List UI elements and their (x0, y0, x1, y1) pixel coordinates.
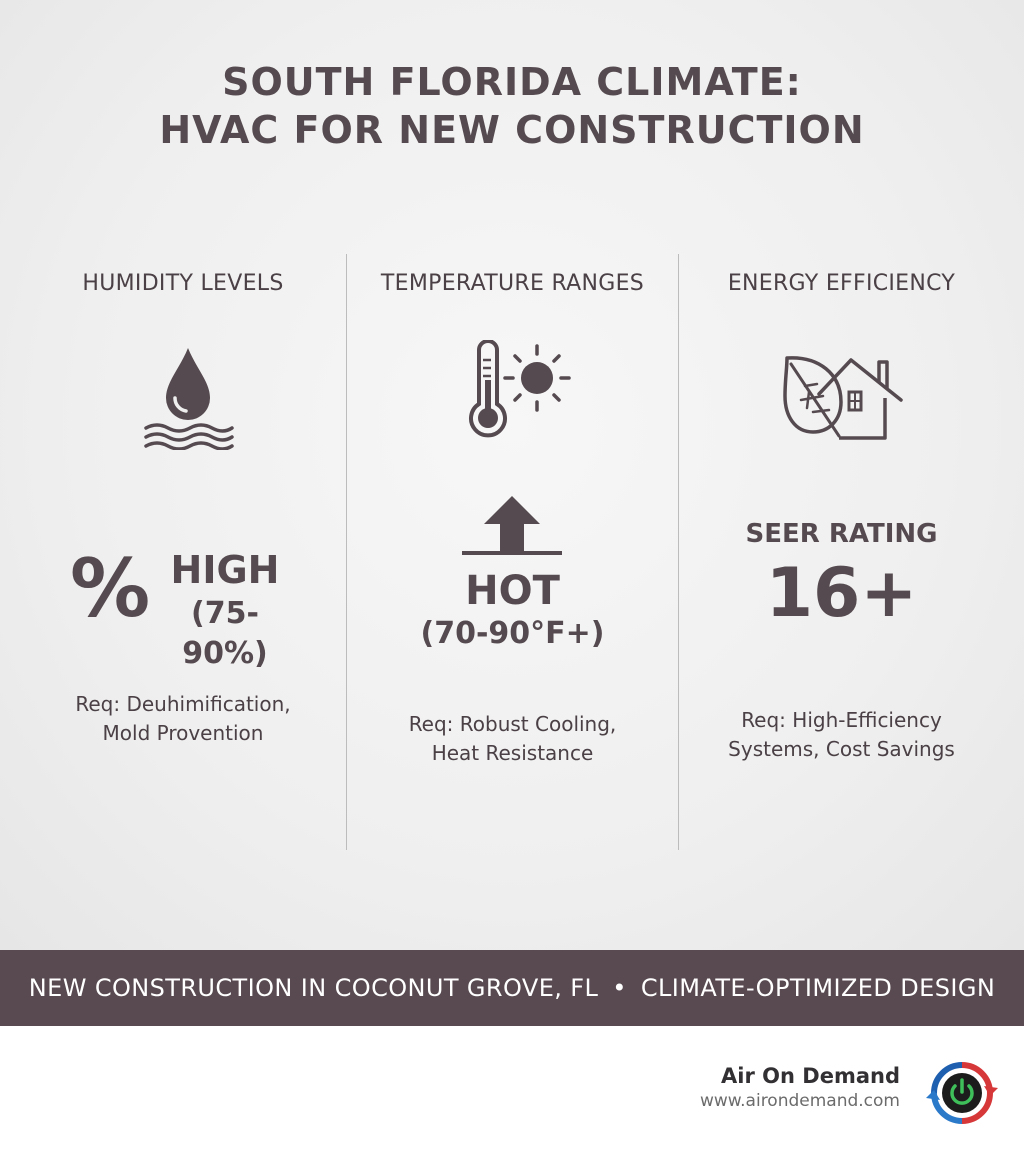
temperature-heading: TEMPERATURE RANGES (380, 271, 645, 296)
arrow-up-icon (460, 494, 564, 558)
seer-value: 16+ (765, 554, 918, 633)
humidity-level: HIGH (170, 548, 280, 592)
energy-req-line-1: Req: High-Efficiency (741, 708, 942, 732)
energy-requirement (679, 706, 1004, 764)
brand-url[interactable]: www.airondemand.com (700, 1091, 900, 1111)
energy-column (679, 0, 1004, 950)
power-button-logo (924, 1060, 1002, 1126)
energy-req-line-2: Systems, Cost Savings (728, 737, 955, 761)
temperature-range: (70-90°F+) (420, 616, 605, 651)
humidity-requirement (20, 690, 346, 748)
brand-name: Air On Demand (721, 1064, 900, 1088)
water-drop-icon (140, 344, 236, 450)
temperature-req-line-2: Heat Resistance (431, 741, 594, 765)
temperature-level: HOT (465, 568, 560, 614)
title-line-2: HVAC FOR NEW CONSTRUCTION (159, 108, 865, 152)
energy-heading: ENERGY EFFICIENCY (727, 271, 956, 296)
title-line-1: SOUTH FLORIDA CLIMATE: (222, 60, 802, 104)
footer (0, 1026, 1024, 1154)
humidity-req-line-1: Req: Deuhimification, (75, 692, 291, 716)
thermometer-sun-icon (465, 340, 575, 444)
seer-label: SEER RATING (745, 519, 938, 549)
banner-location: NEW CONSTRUCTION IN COCONUT GROVE, FL (28, 974, 599, 1002)
leaf-house-icon (779, 350, 907, 442)
temperature-requirement (347, 710, 678, 768)
humidity-heading: HUMIDITY LEVELS (82, 271, 284, 296)
temperature-column (347, 0, 678, 950)
banner-separator: • (612, 974, 627, 1002)
temperature-req-line-1: Req: Robust Cooling, (408, 712, 617, 736)
humidity-req-line-2: Mold Provention (102, 721, 264, 745)
humidity-column (20, 0, 346, 950)
location-banner (0, 950, 1024, 1026)
humidity-range: (75-90%) (182, 596, 268, 671)
banner-tagline: CLIMATE-OPTIMIZED DESIGN (640, 974, 996, 1002)
percent-symbol: % (70, 542, 151, 635)
